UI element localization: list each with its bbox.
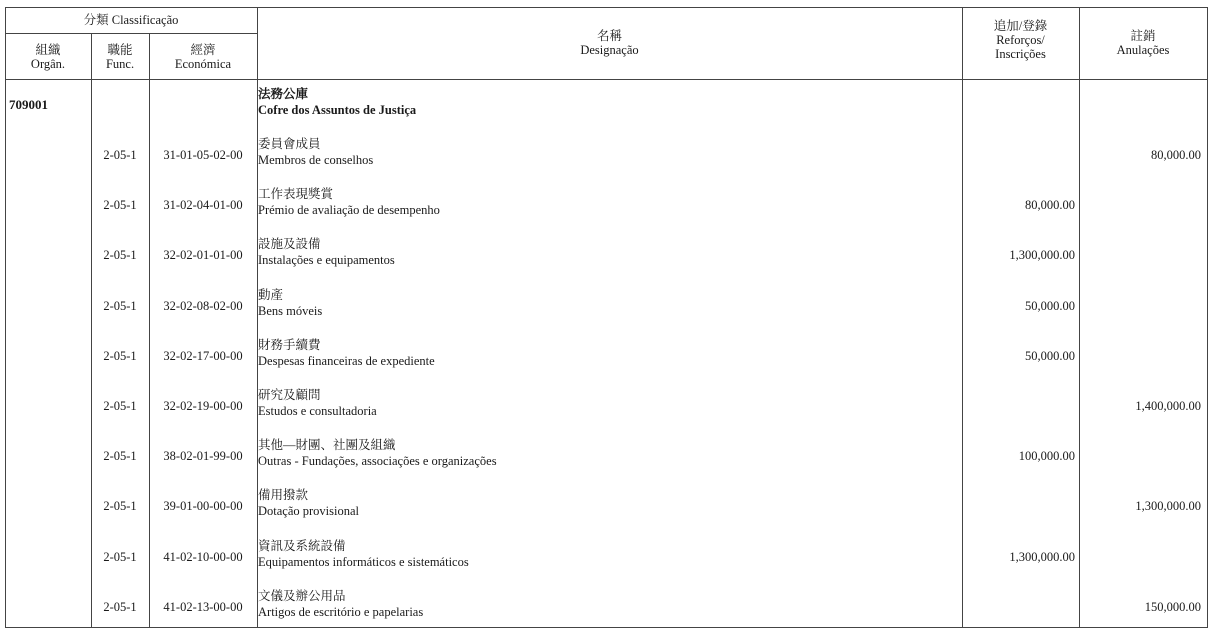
anulacao-amount: 150,000.00 bbox=[1144, 600, 1201, 614]
org-header-zh: 組織 bbox=[35, 43, 61, 57]
func-header-zh: 職能 bbox=[107, 43, 133, 57]
designation-pt: Instalações e equipamentos bbox=[258, 253, 395, 267]
designation bbox=[258, 287, 958, 319]
func-code: 2-05-1 bbox=[103, 550, 137, 564]
designation-pt: Despesas financeiras de expediente bbox=[258, 354, 435, 368]
designation bbox=[258, 337, 958, 369]
designation-zh: 文儀及辦公用品 bbox=[258, 589, 346, 603]
designation-zh: 備用撥款 bbox=[258, 488, 309, 502]
econ-code: 41-02-10-00-00 bbox=[163, 550, 243, 564]
reforco-amount: 1,300,000.00 bbox=[1009, 550, 1075, 564]
func-code: 2-05-1 bbox=[103, 499, 137, 513]
designation bbox=[258, 538, 958, 570]
anulacao-amount: 80,000.00 bbox=[1151, 148, 1201, 162]
designation-zh: 委員會成員 bbox=[258, 137, 321, 151]
econ-code: 32-02-17-00-00 bbox=[163, 349, 243, 363]
designation-zh: 其他—財團、社團及組織 bbox=[258, 438, 396, 452]
reforco-amount: 50,000.00 bbox=[1025, 349, 1075, 363]
designation-header-zh: 名稱 bbox=[596, 29, 622, 43]
func-code: 2-05-1 bbox=[103, 148, 137, 162]
econ-code: 38-02-01-99-00 bbox=[163, 449, 243, 463]
designation-zh: 資訊及系統設備 bbox=[258, 539, 346, 553]
func-code: 2-05-1 bbox=[103, 299, 137, 313]
anulacao-amount: 1,300,000.00 bbox=[1135, 499, 1201, 513]
reforco-amount: 1,300,000.00 bbox=[1009, 248, 1075, 262]
designation-pt: Prémio de avaliação de desempenho bbox=[258, 203, 440, 217]
table-row bbox=[5, 485, 1208, 525]
organization-code: 709001 bbox=[9, 97, 48, 112]
econ-code: 31-02-04-01-00 bbox=[163, 198, 243, 212]
func-header bbox=[91, 43, 149, 71]
designation bbox=[258, 437, 958, 469]
anulacao-amount: 1,400,000.00 bbox=[1135, 399, 1201, 413]
budget-table bbox=[5, 7, 1208, 628]
table-row bbox=[5, 134, 1208, 174]
designation-header bbox=[257, 29, 962, 57]
classification-header: 分類 Classificação bbox=[83, 13, 179, 27]
designation-zh: 動產 bbox=[258, 288, 284, 302]
classification-divider bbox=[5, 33, 257, 34]
org-header-pt: Orgân. bbox=[30, 57, 66, 71]
econ-header-pt: Económica bbox=[174, 57, 232, 71]
econ-code: 32-02-19-00-00 bbox=[163, 399, 243, 413]
designation-pt: Dotação provisional bbox=[258, 504, 360, 518]
organization-name-pt: Cofre dos Assuntos de Justiça bbox=[258, 103, 417, 117]
econ-code: 32-02-01-01-00 bbox=[163, 248, 243, 262]
table-row bbox=[5, 234, 1208, 274]
econ-code: 39-01-00-00-00 bbox=[163, 499, 243, 513]
anulacoes-header-zh: 註銷 bbox=[1130, 29, 1156, 43]
table-top-border bbox=[5, 7, 1208, 8]
designation-zh: 設施及設備 bbox=[258, 237, 321, 251]
func-code: 2-05-1 bbox=[103, 349, 137, 363]
table-row bbox=[5, 285, 1208, 325]
reforco-amount: 80,000.00 bbox=[1025, 198, 1075, 212]
designation-pt: Estudos e consultadoria bbox=[258, 404, 377, 418]
designation bbox=[258, 387, 958, 419]
designation-zh: 研究及顧問 bbox=[258, 388, 321, 402]
econ-header bbox=[149, 43, 257, 71]
func-code: 2-05-1 bbox=[103, 600, 137, 614]
econ-code: 31-01-05-02-00 bbox=[163, 148, 243, 162]
func-code: 2-05-1 bbox=[103, 248, 137, 262]
anulacoes-header bbox=[1079, 29, 1207, 57]
table-row bbox=[5, 184, 1208, 224]
func-code: 2-05-1 bbox=[103, 399, 137, 413]
anulacoes-header-pt: Anulações bbox=[1116, 43, 1170, 57]
designation bbox=[258, 588, 958, 620]
table-row bbox=[5, 435, 1208, 475]
table-row bbox=[5, 335, 1208, 375]
func-header-pt: Func. bbox=[105, 57, 135, 71]
table-bottom-border bbox=[5, 627, 1208, 628]
designation bbox=[258, 487, 958, 519]
reforcos-header-pt2: Inscrições bbox=[995, 47, 1046, 61]
econ-header-zh: 經濟 bbox=[190, 43, 216, 57]
designation-pt: Equipamentos informáticos e sistemáticos bbox=[258, 555, 469, 569]
designation-pt: Membros de conselhos bbox=[258, 153, 374, 167]
table-row bbox=[5, 536, 1208, 576]
econ-code: 41-02-13-00-00 bbox=[163, 600, 243, 614]
designation-pt: Outras - Fundações, associações e organizações bbox=[258, 454, 497, 468]
func-code: 2-05-1 bbox=[103, 449, 137, 463]
designation bbox=[258, 186, 958, 218]
reforcos-header-zh: 追加/登錄 bbox=[993, 19, 1048, 33]
econ-code: 32-02-08-02-00 bbox=[163, 299, 243, 313]
organization-title bbox=[258, 86, 958, 118]
table-row bbox=[5, 385, 1208, 425]
header-bottom-border bbox=[5, 79, 1208, 80]
org-header bbox=[5, 43, 91, 71]
designation bbox=[258, 136, 958, 168]
reforco-amount: 50,000.00 bbox=[1025, 299, 1075, 313]
designation-zh: 財務手續費 bbox=[258, 338, 321, 352]
designation-zh: 工作表現獎賞 bbox=[258, 187, 334, 201]
reforcos-header-pt: Reforços/ bbox=[996, 33, 1045, 47]
designation-pt: Artigos de escritório e papelarias bbox=[258, 605, 424, 619]
designation-header-pt: Designação bbox=[580, 43, 639, 57]
designation bbox=[258, 236, 958, 268]
func-code: 2-05-1 bbox=[103, 198, 137, 212]
reforco-amount: 100,000.00 bbox=[1018, 449, 1075, 463]
table-row bbox=[5, 586, 1208, 626]
organization-name-zh: 法務公庫 bbox=[258, 87, 309, 101]
designation-pt: Bens móveis bbox=[258, 304, 323, 318]
reforcos-header bbox=[962, 19, 1079, 61]
